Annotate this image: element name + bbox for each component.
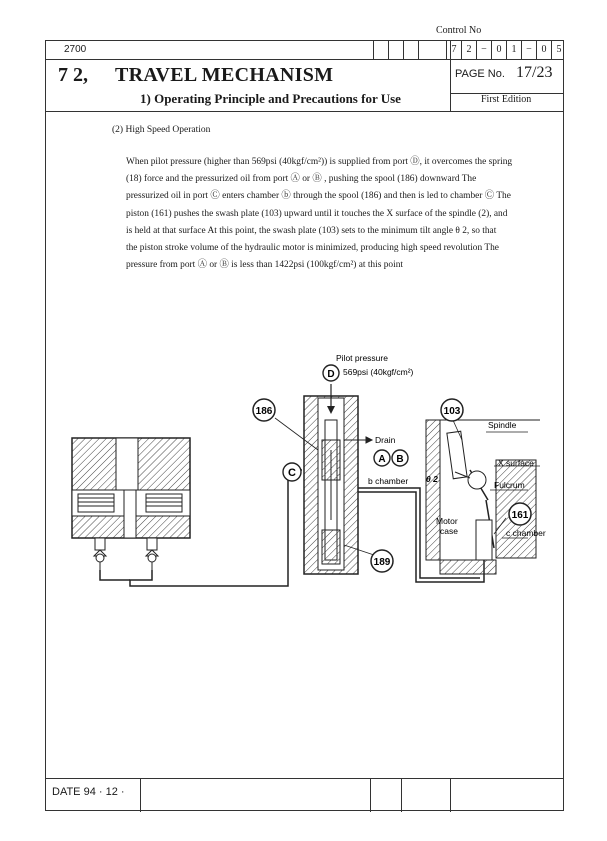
- paragraph-line: piston (161) pushes the swash plate (103) upward until it touches the X surface of the spindle (2), and: [126, 208, 508, 219]
- part-161-label: 161: [511, 510, 529, 521]
- port-a: [374, 450, 390, 466]
- pilot-pressure-label: Pilot pressure: [336, 353, 388, 363]
- control-digit: 0: [536, 41, 551, 59]
- spool-valve: [304, 384, 358, 574]
- motor-assembly: [426, 420, 540, 574]
- control-no-label: Control No: [436, 25, 482, 36]
- part-103-label: 103: [443, 406, 461, 417]
- paragraph-line: the piston stroke volume of the hydraulic motor is minimized, producing high speed revolution The: [126, 243, 499, 254]
- control-digit: 7: [446, 41, 461, 59]
- paragraph-line: is held at that surface At this point, the swash plate (103) sets to the minimum tilt angle θ 2, so that: [126, 225, 497, 236]
- control-digit: 1: [506, 41, 521, 59]
- control-digit: 0: [491, 41, 506, 59]
- callout-103: [441, 399, 463, 421]
- date-field: DATE 94 · 12 ·: [52, 786, 125, 798]
- motor-label: Motor: [436, 516, 458, 526]
- paragraph-line: pressure from port Ⓐ or Ⓑ is less than 1422psi (100kgf/cm²) at this point: [126, 260, 403, 271]
- case-label: case: [440, 526, 458, 536]
- drain-label: Drain: [375, 435, 396, 445]
- callout-189: [371, 550, 393, 572]
- control-valve-block: [72, 438, 190, 550]
- spindle-label: Spindle: [488, 420, 517, 430]
- paragraph-line: pressurized oil in port Ⓒ enters chamber ⓑ through the spool (186) and then is led to chamber Ⓒ The: [126, 191, 511, 202]
- callout-161: [509, 503, 531, 525]
- svg-text:D: D: [327, 369, 335, 380]
- svg-text:C: C: [288, 467, 296, 479]
- pilot-pressure-value: 569psi (40kgf/cm²): [343, 367, 414, 377]
- port-c: [283, 463, 301, 481]
- edition: First Edition: [481, 94, 532, 105]
- theta-label: θ 2: [426, 474, 438, 484]
- check-valve-right: [146, 550, 158, 570]
- b-chamber-label: b chamber: [368, 476, 409, 486]
- doc-code: 2700: [64, 44, 87, 55]
- fulcrum-label: Fulcrum: [494, 480, 525, 490]
- control-digit: −: [521, 41, 536, 59]
- callout-186: [253, 399, 275, 421]
- c-chamber-label: c chamber: [506, 528, 546, 538]
- subtitle: 1) Operating Principle and Precautions for Use: [140, 91, 401, 106]
- port-b: [392, 450, 408, 466]
- svg-text:A: A: [378, 454, 386, 465]
- part-186-label: 186: [255, 406, 273, 417]
- page-number: 17/23: [516, 64, 553, 81]
- page-label: PAGE No.: [455, 68, 505, 80]
- control-digit: −: [476, 41, 491, 59]
- paragraph-line: When pilot pressure (higher than 569psi (40kgf/cm²)) is supplied from port Ⓓ, it overcomes the spring: [126, 157, 513, 167]
- svg-text:B: B: [396, 454, 404, 465]
- section-title: TRAVEL MECHANISM: [115, 64, 334, 86]
- x-surface-label: X surface: [498, 458, 534, 468]
- control-digit: 2: [461, 41, 476, 59]
- port-d: [323, 365, 339, 381]
- paragraph-line: (18) force and the pressurized oil from port Ⓐ or Ⓑ , pushing the spool (186) downward The: [126, 174, 477, 185]
- part-189-label: 189: [373, 557, 391, 568]
- control-digit: 5: [551, 41, 566, 59]
- section-number: 7 2,: [58, 64, 88, 86]
- section-heading: (2) High Speed Operation: [112, 125, 211, 135]
- check-valve-left: [94, 550, 106, 570]
